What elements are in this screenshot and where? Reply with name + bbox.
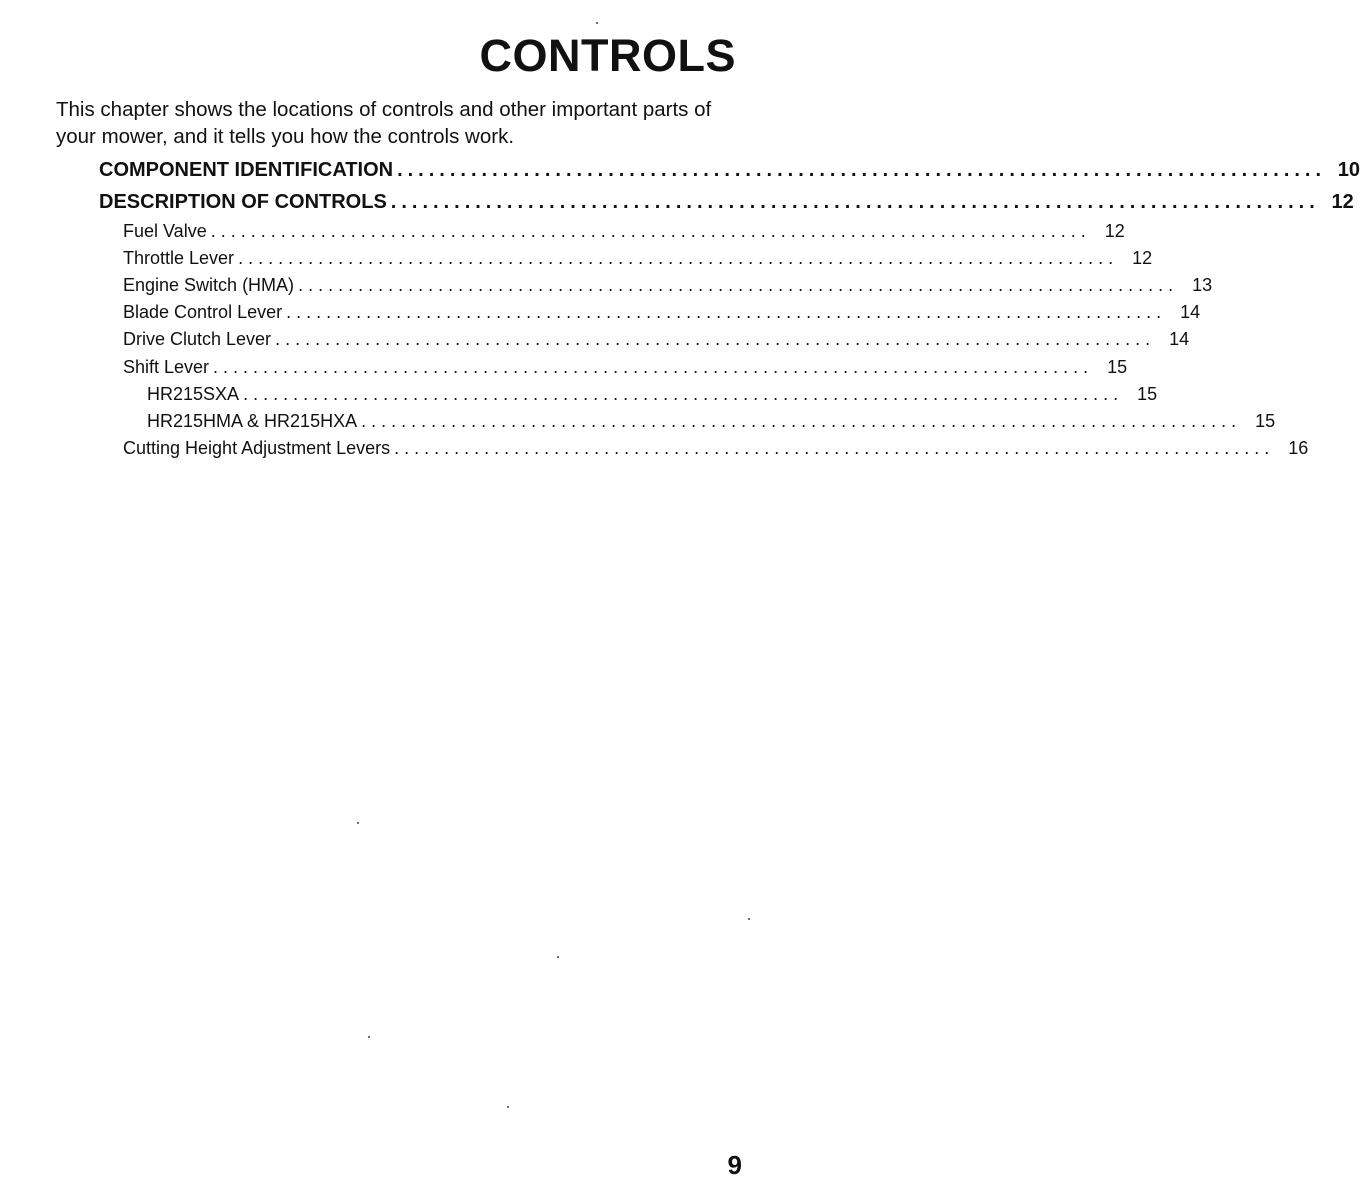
- toc-leader-dots: ........................................................................................: [298, 275, 1179, 295]
- toc-leader-dots: ........................................................................................: [210, 221, 1091, 241]
- toc-entry-hr215hma-hr215hxa[interactable]: [0, 411, 1276, 439]
- intro-paragraph: This chapter shows the locations of controls and other important parts of your mower, and it tells you how the controls work.: [56, 98, 712, 148]
- toc-entry-label: Shift Lever: [123, 357, 210, 377]
- toc-entry-shift-lever[interactable]: [0, 357, 1128, 385]
- scan-speck: [507, 1106, 509, 1108]
- toc-entry-engine-switch[interactable]: [0, 275, 1213, 303]
- toc-entry-label: Drive Clutch Lever: [123, 329, 272, 349]
- toc-entry-throttle-lever[interactable]: [0, 248, 1153, 276]
- toc-entry-label: Cutting Height Adjustment Levers: [123, 438, 391, 458]
- page-number: 9: [727, 1150, 742, 1180]
- toc-leader-dots: ........................................................................................: [394, 438, 1275, 458]
- toc-entry-page: 13: [1192, 275, 1213, 295]
- toc-entry-page: 12: [1104, 221, 1125, 241]
- toc-leader-dots: ........................................................................................: [213, 357, 1094, 377]
- page-title: CONTROLS: [479, 30, 736, 81]
- toc-leader-dots: ........................................................................................: [238, 248, 1119, 268]
- toc-entry-fuel-valve[interactable]: [0, 221, 1125, 249]
- toc-leader-dots: ........................................................................................: [361, 411, 1242, 431]
- toc-entry-label: HR215SXA: [147, 384, 240, 404]
- toc-entry-label: COMPONENT IDENTIFICATION: [99, 159, 394, 181]
- toc-entry-drive-clutch-lever[interactable]: [0, 329, 1190, 357]
- toc-leader-dots: ........................................................................................: [390, 191, 1320, 213]
- toc-entry-label: Engine Switch (HMA): [123, 275, 295, 295]
- toc-entry-blade-control-lever[interactable]: [0, 302, 1201, 330]
- toc-entry-description-of-controls[interactable]: [0, 191, 1354, 219]
- toc-leader-dots: ........................................................................................: [243, 384, 1124, 404]
- toc-entry-page: 14: [1180, 302, 1201, 322]
- toc-entry-label: Throttle Lever: [123, 248, 235, 268]
- toc-entry-page: 15: [1137, 384, 1158, 404]
- toc-leader-dots: ........................................................................................: [275, 329, 1156, 349]
- scan-speck: [357, 822, 359, 824]
- scan-speck: [557, 956, 559, 958]
- toc-entry-label: DESCRIPTION OF CONTROLS: [99, 191, 387, 213]
- toc-leader-dots: ........................................................................................: [286, 302, 1167, 322]
- toc-entry-hr215sxa[interactable]: [0, 384, 1158, 412]
- toc-entry-page: 12: [1132, 248, 1153, 268]
- scan-speck: [368, 1036, 370, 1038]
- toc-entry-page: 16: [1288, 438, 1309, 458]
- scan-speck: [596, 22, 598, 24]
- toc-entry-cutting-height-adjustment-levers[interactable]: [0, 438, 1309, 466]
- toc-entry-label: Fuel Valve: [123, 221, 207, 241]
- toc-entry-page: 15: [1107, 357, 1128, 377]
- toc-entry-label: HR215HMA & HR215HXA: [147, 411, 358, 431]
- toc-entry-label: Blade Control Lever: [123, 302, 283, 322]
- toc-leader-dots: ........................................................................................: [397, 159, 1327, 181]
- toc-entry-component-identification[interactable]: [0, 159, 1360, 187]
- toc-entry-page: 12: [1331, 191, 1354, 213]
- toc-entry-page: 15: [1255, 411, 1276, 431]
- scan-speck: [748, 918, 750, 920]
- toc-entry-page: 10: [1337, 159, 1360, 181]
- toc-entry-page: 14: [1169, 329, 1190, 349]
